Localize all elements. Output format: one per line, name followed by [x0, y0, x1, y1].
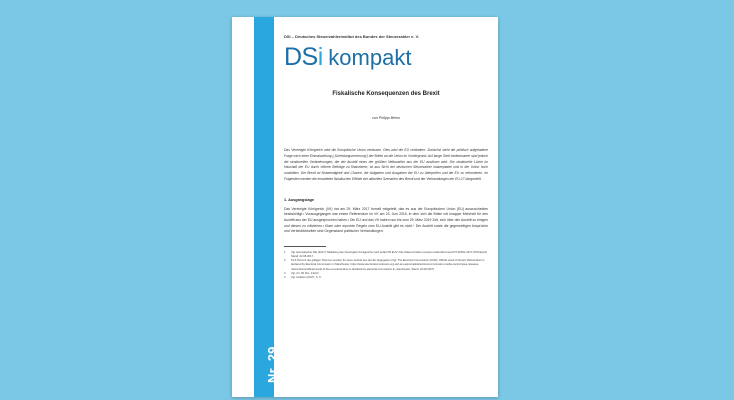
footnote: 3 Vgl. Art. 50 Abs. 3 EUV.: [284, 271, 320, 275]
logo-kompakt: kompakt: [328, 45, 412, 70]
section-heading: 1. Ausgangslage: [284, 197, 315, 202]
dsi-kompakt-logo: [284, 45, 488, 70]
footnotes: [284, 251, 488, 280]
footnote: 1 Vgl. Europäischer Rat (2017): Mitteilung des Vereinigten Königreichs nach Artikel 50 EUV, http://data.consilium.europa.eu/doc/document/XT-20001-2017-INIT/de/pdf, Stand: 22.08.2017.: [284, 250, 488, 258]
footnote-divider: [284, 246, 326, 247]
document-title: Fiskalische Konsequenzen des Brexit: [332, 91, 440, 97]
footnote: 2 51,9 Prozent der gültigen Stimmen wurden für einen Austritt aus der EU abgegeben (Vgl. The Electoral Commission (2016): Official result of the EU Referendum is declared by Electoral Commission in Manchester, https://www.electoralcommission.org.uk/i-am-a/journalist/electoral-commission-media-centre/news-releases-referendums/official-result-of-the-eu-referendum-is-declared-by-electoral-commission-in-manchester, Stand: 22.08.2017).: [284, 259, 485, 271]
issue-label: [264, 346, 285, 383]
footnote: 4 Vgl. Hefeker (2017), S. 9.: [284, 275, 322, 279]
author-line: von Philipp Behm: [372, 116, 400, 120]
body-paragraph: Das Vereinigte Königreich (VK) hat am 29. März 2017 formell mitgeteilt, das es aus der Europäischen Union (EU) auszuscheiden beabsichtigt.¹ Vorausgegangen war einem Referendum im VK am 23. Juni 2016, in dem sich die Briten mit knapper Mehrheit für den Austritt aus der EU ausgesprochen haben.² Die EU und das VK haben nun bis zum 29. März 2019 Zeit, sich über den Austritt zu einigen und diesen zu vollziehen.³ Klare oder erprobte Regeln zum EU-Austritt gibt es nicht.⁴ Der Austritt sowie die gegenseitigen Ansprüche und Verbindlichkeiten sind Gegenstand politischer Verhandlungen.: [284, 206, 488, 234]
accent-sidebar-bar: [254, 17, 274, 397]
document-page: [232, 17, 498, 397]
abstract: Das Vereinigte Königreich wird die Europäische Union verlassen. Dies wird die EU verändern. Zunächst steht die politisch aufgeladene Frage nach einer Einmalzahlung („Scheidungsrechnung“) der Briten an die Union im Vordergrund. Auf lange Sicht bedeutsamer sind jedoch die strukturellen Veränderungen, die der Austritt eines der größten Nettozahler aus der EU auslösen wird. Die strukturelle Lücke im Haushalt der EU durch höhere Beiträge zu finanzieren, ist aus Sicht der deutschen Steuerzahler inakzeptabel und in der Union hoch umstritten. Der Brexit ist Notwendigkeit und Chance, die Aufgaben und Ausgaben der EU zu überprüfen und die EU zu reformieren. Im Folgenden werden die erwarteten fiskalischen Effekte der aktuellen Szenarien des Brexit und der Verhandlungen der EU-27 dargestellt.: [284, 148, 488, 181]
issue-date: 23. November 2017: [281, 355, 285, 383]
institute-line: DSi – Deutsches Steuerzahlerinstitut des Bundes der Steuerzahler e. V.: [284, 34, 420, 39]
logo-ds: DS: [284, 43, 318, 71]
logo-i: i: [317, 43, 324, 71]
page-content: [284, 23, 488, 280]
issue-number: Nr. 29: [265, 346, 280, 383]
